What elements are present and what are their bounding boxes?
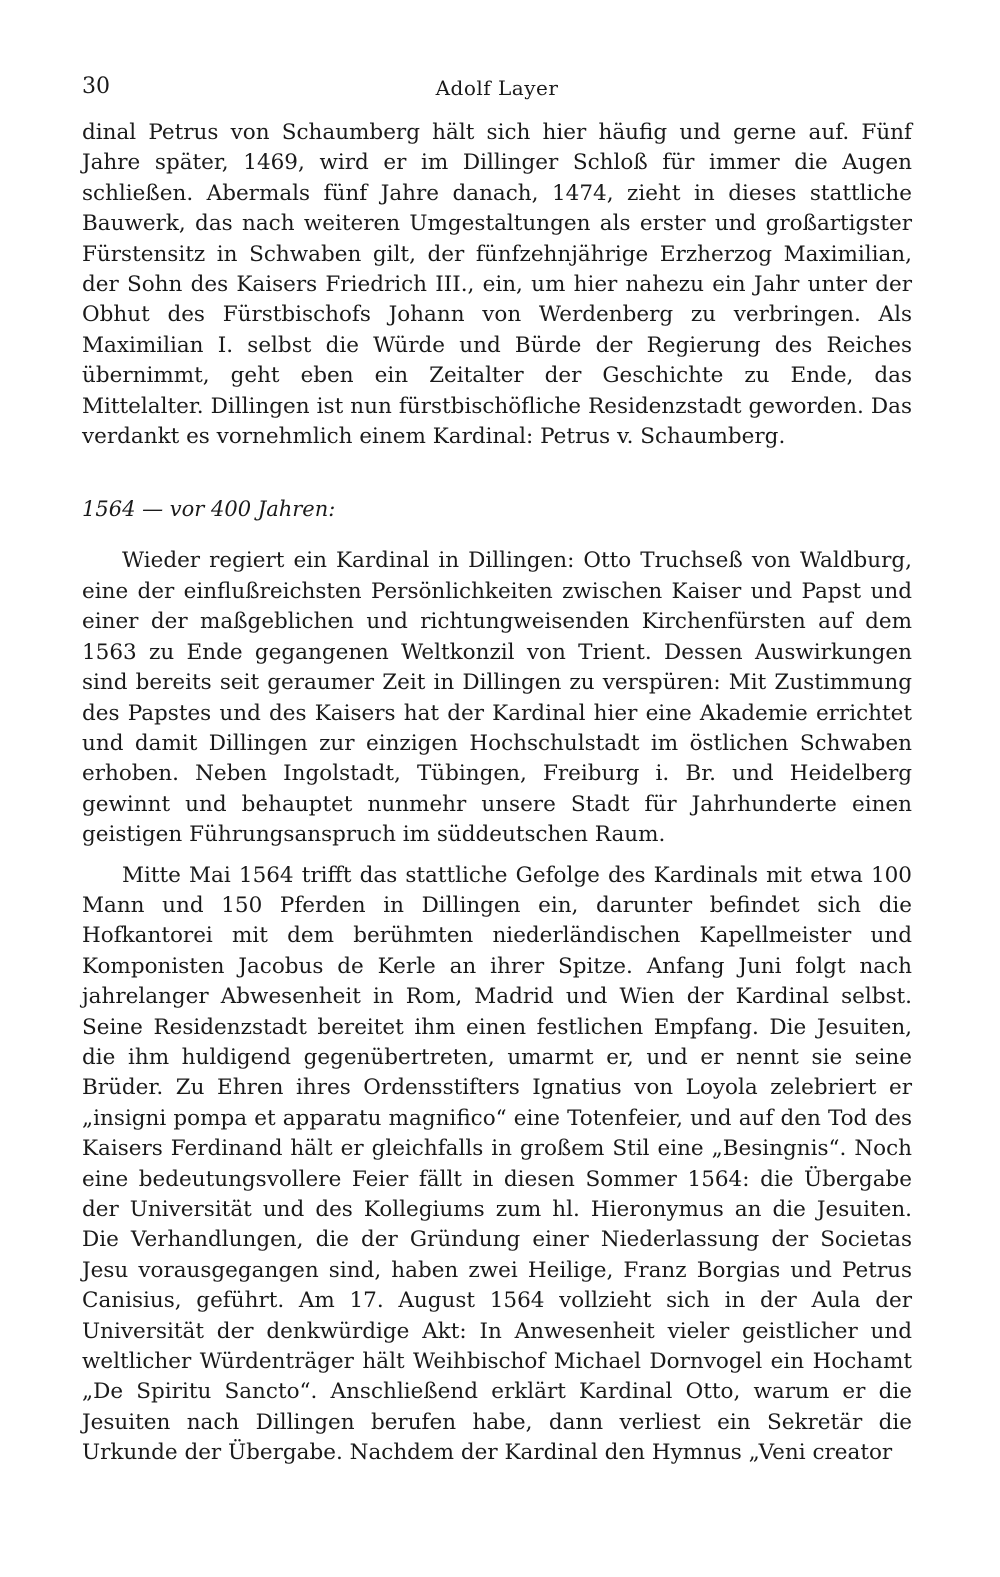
paragraph-schaumberg: dinal Petrus von Schaumberg hält sich hier häufig und gerne auf. Fünf Jahre später, 1469, wird er im Dillinger Schloß für immer die Augen schließen. Abermals fünf Jahre danach, 1474, zieht in dieses stattliche Bauwerk, das nach weiteren Umgestaltungen als erster und großartigster Fürstensitz in Schwaben gilt, der fünfzehnjährige Erzherzog Maximilian, der Sohn des Kaisers Friedrich III., ein, um hier nahezu ein Jahr unter der Obhut des Fürstbischofs Johann von Werdenberg zu verbringen. Als Maximilian I. selbst die Würde und Bürde der Regierung des Reiches übernimmt, geht eben ein Zeitalter der Geschichte zu Ende, das Mittelalter. Dillingen ist nun fürstbischöfliche Residenzstadt geworden. Das verdankt es vornehmlich einem Kardinal: Petrus v. Schaumberg. <box>82 120 912 450</box>
paragraph-truchsess: Wieder regiert ein Kardinal in Dillingen: Otto Truchseß von Waldburg, eine der einflußreichsten Persönlichkeiten zwischen Kaiser und Papst und einer der maßgeblichen und richtungweisenden Kirchenfürsten auf dem 1563 zu Ende gegangenen Weltkonzil von Trient. Dessen Auswirkungen sind bereits seit geraumer Zeit in Dillingen zu verspüren: Mit Zustimmung des Papstes und des Kaisers hat der Kardinal hier eine Akademie errichtet und damit Dillingen zur einzigen Hochschulstadt im östlichen Schwaben erhoben. Neben Ingolstadt, Tübingen, Freiburg i. Br. und Heidelberg gewinnt und behauptet nunmehr unsere Stadt für Jahrhunderte einen geistigen Führungsanspruch im süddeutschen Raum. <box>82 548 912 848</box>
page-number: 30 <box>82 74 110 99</box>
book-page <box>82 70 912 1469</box>
page-header <box>82 70 912 110</box>
section-heading: 1564 — vor 400 Jahren: <box>82 497 336 522</box>
paragraph-mitte-mai: Mitte Mai 1564 trifft das stattliche Gefolge des Kardinals mit etwa 100 Mann und 150 Pferden in Dillingen ein, darunter befindet sich die Hofkantorei mit dem berühmten niederländischen Kapellmeister und Komponisten Jacobus de Kerle an ihrer Spitze. Anfang Juni folgt nach jahrelanger Abwesenheit in Rom, Madrid und Wien der Kardinal selbst. Seine Residenzstadt bereitet ihm einen festlichen Empfang. Die Jesuiten, die ihm huldigend gegenübertreten, umarmt er, und er nennt sie seine Brüder. Zu Ehren ihres Ordensstifters Ignatius von Loyola zelebriert er „insigni pompa et apparatu magnifico“ eine Totenfeier, und auf den Tod des Kaisers Ferdinand hält er gleichfalls in großem Stil eine „Besingnis“. Noch eine bedeutungsvollere Feier fällt in diesen Sommer 1564: die Übergabe der Universität und des Kollegiums zum hl. Hieronymus an die Jesuiten. Die Verhandlungen, die der Gründung einer Niederlassung der Societas Jesu vorausgegangen sind, haben zwei Heilige, Franz Borgias und Petrus Canisius, geführt. Am 17. August 1564 vollzieht sich in der Aula der Universität der denkwürdige Akt: In Anwesenheit vieler geistlicher und weltlicher Würdenträger hält Weihbischof Michael Dornvogel ein Hochamt „De Spiritu Sancto“. Anschließend erklärt Kardinal Otto, warum er die Jesuiten nach Dillingen berufen habe, dann verliest ein Sekretär die Urkunde der Übergabe. Nachdem der Kardinal den Hymnus „Veni creator <box>82 862 912 1466</box>
running-title: Adolf Layer <box>435 76 559 100</box>
